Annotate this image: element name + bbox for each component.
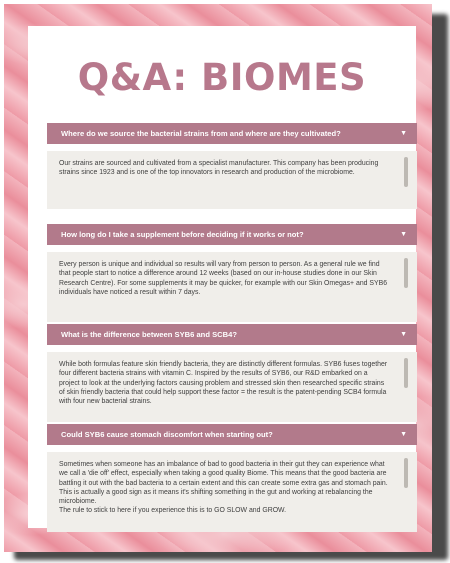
question-header[interactable]: [47, 123, 417, 144]
qa-card: [28, 26, 416, 528]
question-header[interactable]: [47, 424, 417, 445]
question-header[interactable]: [47, 224, 417, 245]
answer-panel: [47, 452, 417, 532]
qa-item-1: [47, 123, 417, 209]
qa-item-4: [47, 424, 417, 532]
answer-panel: [47, 352, 417, 422]
qa-item-3: [47, 324, 417, 422]
question-text: Could SYB6 cause stomach discomfort when starting out?: [61, 430, 273, 439]
page-title: Q&A: BIOMES: [77, 56, 367, 99]
answer-text: Sometimes when someone has an imbalance of bad to good bacteria in their gut they can experience what we call a 'die off' effect, especially when taking a good quality Biome. This means that the good bacteria are battling it out with the bad bacteria to a certain extent and this can create some extra gas and stomach pain. This is actually a good sign as it means it's shifting something in the gut and working at rebalancing the microbiome.: [59, 461, 388, 506]
triangle-down-icon[interactable]: ▼: [400, 130, 407, 137]
triangle-down-icon[interactable]: ▼: [400, 231, 407, 238]
triangle-down-icon[interactable]: ▼: [400, 331, 407, 338]
answer-text-rule: The rule to stick to here if you experience this is to GO SLOW and GROW.: [59, 507, 287, 515]
question-text: What is the difference between SYB6 and SCB4?: [61, 330, 237, 339]
answer-scrollbar[interactable]: [404, 258, 408, 288]
question-text: How long do I take a supplement before deciding if it works or not?: [61, 230, 304, 239]
answer-scrollbar[interactable]: [404, 157, 408, 187]
answer-panel: [47, 151, 417, 209]
poster-background: [4, 4, 432, 552]
answer-text: Every person is unique and individual so results will vary from person to person. As a general rule we find that people start to notice a difference around 12 weeks (based on our in-house studies done in our Skin Research Centre). For some supplements it may be quicker, for example with our Skin Omegas+ and SYB6 individuals have noticed a result within 7 days.: [59, 261, 388, 296]
triangle-down-icon[interactable]: ▼: [400, 431, 407, 438]
question-text: Where do we source the bacterial strains from and where are they cultivated?: [61, 129, 341, 138]
qa-item-2: [47, 224, 417, 322]
answer-text: While both formulas feature skin friendly bacteria, they are distinctly different formulas. SYB6 fuses together four different bacteria strains with vitamin C. Inspired by the results of SYB6, our R&D embarked on a project to look at the underlying factors causing problem and stressed skin then researched specific strains of skin friendly bacteria that could help support these factor = the result is the patent-pending SCB4 formula with four new bacterial strains.: [59, 361, 388, 406]
answer-text: Our strains are sourced and cultivated from a specialist manufacturer. This company has been producing strains since 1923 and is one of the top innovators in research and production of the microbiome.: [59, 160, 379, 177]
answer-scrollbar[interactable]: [404, 458, 408, 488]
answer-panel: [47, 252, 417, 322]
answer-scrollbar[interactable]: [404, 358, 408, 388]
question-header[interactable]: [47, 324, 417, 345]
